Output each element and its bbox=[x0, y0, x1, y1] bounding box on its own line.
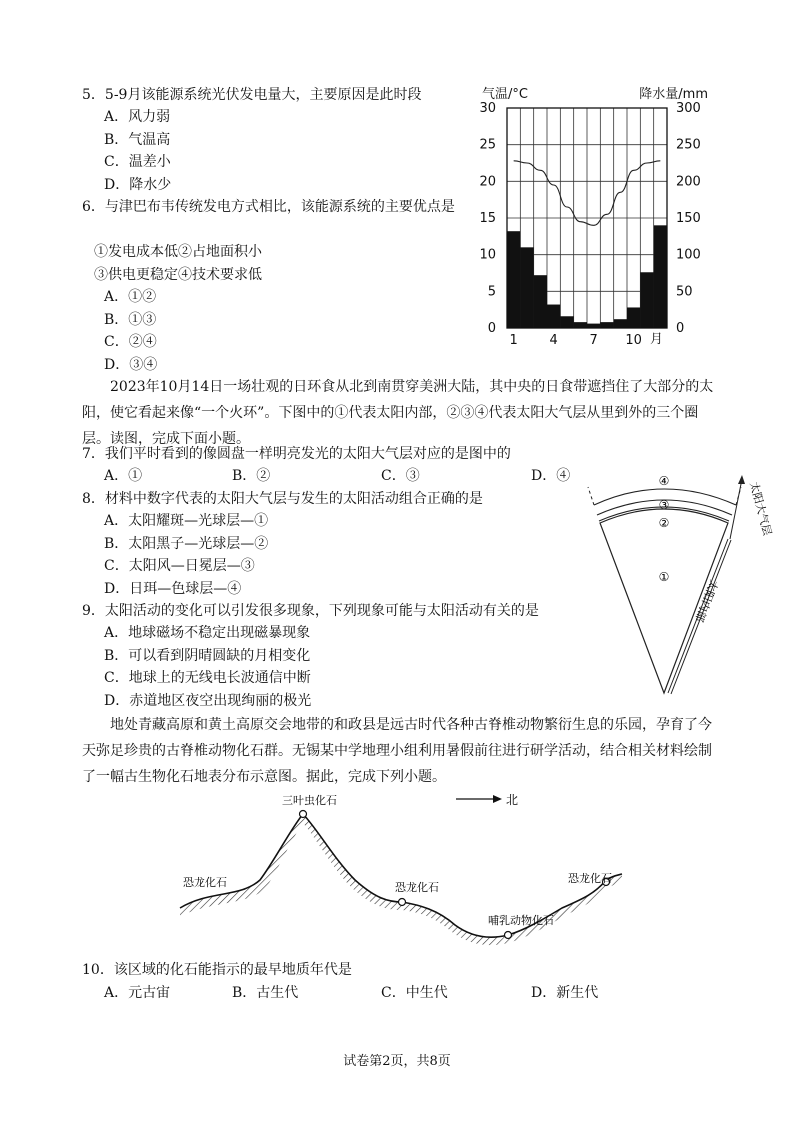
layer-label-1: ① bbox=[658, 570, 670, 584]
q5-option-d[interactable]: D．降水少 bbox=[104, 177, 172, 193]
chart-month-unit: 月 bbox=[650, 332, 664, 347]
layer-label-2: ② bbox=[658, 516, 670, 530]
precipitation-bar bbox=[574, 322, 587, 328]
q6-option-a[interactable]: A．①② bbox=[104, 289, 157, 305]
right-tick-label: 200 bbox=[676, 174, 701, 190]
precipitation-bar bbox=[614, 319, 627, 328]
q7-option-a[interactable]: A．① bbox=[104, 468, 143, 484]
left-tick-label: 30 bbox=[479, 101, 496, 116]
fossil-marker-dinosaur-middle[interactable] bbox=[399, 899, 406, 906]
right-tick-label: 300 bbox=[676, 101, 701, 116]
fossil-label-dinosaur-middle: 恐龙化石 bbox=[395, 881, 439, 894]
q8-stem: 8．材料中数字代表的太阳大气层与发生的太阳活动组合正确的是 bbox=[82, 491, 483, 507]
fossil-label-dinosaur-left: 恐龙化石 bbox=[183, 876, 227, 889]
precipitation-bar bbox=[640, 272, 653, 328]
q5-option-b[interactable]: B．气温高 bbox=[104, 132, 171, 148]
q6-items-2: ③供电更稳定④技术要求低 bbox=[94, 267, 262, 283]
fossil-distribution-diagram bbox=[170, 790, 640, 950]
left-tick-label: 10 bbox=[479, 247, 496, 263]
q9-option-b[interactable]: B．可以看到阴晴圆缺的月相变化 bbox=[104, 648, 311, 664]
q10-option-a[interactable]: A．元古宙 bbox=[104, 985, 171, 1001]
passage-fossil: 地处青藏高原和黄土高原交会地带的和政县是远古时代各种古脊椎动物繁衍生息的乐园，孕育了今天弥足珍贵的古脊椎动物化石群。无锡某中学地理小组利用暑假前往进行研学活动，结合相关材料绘制了一幅古生物化石地表分布示意图。据此，完成下列小题。 bbox=[82, 717, 712, 785]
q10-stem: 10．该区域的化石能指示的最早地质年代是 bbox=[82, 962, 352, 978]
q7-option-d[interactable]: D．④ bbox=[531, 468, 571, 484]
q5-option-c[interactable]: C．温差小 bbox=[104, 154, 171, 170]
climate-chart bbox=[470, 80, 720, 380]
layer-label-4: ④ bbox=[658, 474, 670, 488]
q9-option-c[interactable]: C．地球上的无线电长波通信中断 bbox=[104, 670, 311, 686]
q6-option-d[interactable]: D．③④ bbox=[104, 357, 158, 373]
q7-stem: 7．我们平时看到的像圆盘一样明亮发光的太阳大气层对应的是图中的 bbox=[82, 446, 511, 462]
left-tick-label: 0 bbox=[487, 321, 496, 336]
q6-stem: 6．与津巴布韦传统发电方式相比，该能源系统的主要优点是 bbox=[82, 199, 455, 215]
fossil-label-dinosaur-right: 恐龙化石 bbox=[568, 872, 612, 885]
right-tick-label: 150 bbox=[676, 211, 701, 226]
q9-stem: 9．太阳活动的变化可以引发很多现象，下列现象可能与太阳活动有关的是 bbox=[82, 603, 539, 619]
x-tick-label: 7 bbox=[589, 333, 598, 348]
dashed-extension-left bbox=[588, 487, 594, 505]
precipitation-bar bbox=[654, 225, 667, 328]
sun-structure-diagram bbox=[578, 465, 778, 700]
q8-option-c[interactable]: C．太阳风—日冕层—③ bbox=[104, 558, 255, 574]
q8-option-b[interactable]: B．太阳黑子—光球层—② bbox=[104, 536, 269, 552]
x-tick-labels bbox=[510, 333, 642, 348]
left-tick-label: 20 bbox=[479, 174, 496, 190]
atmosphere-label: 太阳大气层 bbox=[747, 480, 774, 537]
precipitation-bar bbox=[547, 305, 560, 328]
q9-option-a[interactable]: A．地球磁场不稳定出现磁暴现象 bbox=[104, 625, 311, 641]
q6-option-c[interactable]: C．②④ bbox=[104, 334, 157, 350]
right-tick-label: 100 bbox=[676, 247, 701, 263]
left-tick-label: 5 bbox=[487, 284, 496, 300]
atmosphere-arrow-head bbox=[738, 475, 745, 484]
fossil-label-mammal: 哺乳动物化石 bbox=[488, 914, 554, 927]
right-tick-label: 0 bbox=[676, 321, 685, 336]
q8-option-d[interactable]: D．日珥—色球层—④ bbox=[104, 581, 242, 597]
q7-option-b[interactable]: B．② bbox=[232, 468, 271, 484]
q6-items-1: ①发电成本低②占地面积小 bbox=[94, 244, 262, 260]
precipitation-bar bbox=[600, 322, 613, 328]
q7-option-c[interactable]: C．③ bbox=[381, 468, 420, 484]
fossil-marker-mammal[interactable] bbox=[505, 932, 512, 939]
precipitation-bar bbox=[520, 247, 533, 328]
fossil-label-trilobite: 三叶虫化石 bbox=[282, 794, 337, 807]
passage-solar-eclipse: 2023年10月14日一场壮观的日环食从北到南贯穿美洲大陆，其中央的日食带遮挡住了大部分的太阳，使它看起来像“一个火环”。下图中的①代表太阳内部，②③④代表太阳大气层从里到外的三个圈层。读图，完成下面小题。 bbox=[82, 379, 714, 447]
terrain-hatch bbox=[180, 814, 622, 945]
atmosphere-range-line bbox=[730, 479, 742, 539]
precipitation-bar bbox=[560, 316, 573, 328]
left-tick-label: 25 bbox=[479, 137, 496, 153]
chart-left-axis-label: 气温/°C bbox=[482, 87, 528, 102]
interior-label: 太阳内部 bbox=[692, 577, 721, 624]
north-label: 北 bbox=[506, 793, 519, 807]
north-arrow-head bbox=[493, 795, 502, 803]
right-tick-label: 50 bbox=[676, 284, 693, 300]
q5-option-a[interactable]: A．风力弱 bbox=[104, 109, 171, 125]
q10-option-d[interactable]: D．新生代 bbox=[531, 985, 599, 1001]
x-tick-label: 1 bbox=[509, 333, 518, 348]
page-footer: 试卷第2页，共8页 bbox=[343, 1054, 451, 1069]
left-tick-labels bbox=[479, 101, 496, 336]
precipitation-bar bbox=[587, 324, 600, 328]
right-tick-labels bbox=[676, 101, 701, 336]
q6-option-b[interactable]: B．①③ bbox=[104, 312, 157, 328]
layer-label-3: ③ bbox=[658, 498, 670, 512]
fossil-marker-trilobite[interactable] bbox=[300, 811, 307, 818]
precipitation-bar bbox=[627, 307, 640, 328]
x-tick-label: 4 bbox=[549, 333, 558, 348]
x-tick-label: 10 bbox=[625, 333, 642, 348]
left-tick-label: 15 bbox=[479, 211, 496, 226]
q9-option-d[interactable]: D．赤道地区夜空出现绚丽的极光 bbox=[104, 693, 312, 709]
q8-option-a[interactable]: A．太阳耀斑—光球层—① bbox=[104, 513, 269, 529]
right-tick-label: 250 bbox=[676, 137, 701, 153]
q10-option-b[interactable]: B．古生代 bbox=[232, 985, 299, 1001]
q5-stem: 5．5-9月该能源系统光伏发电量大，主要原因是此时段 bbox=[82, 87, 422, 103]
chart-right-axis-label: 降水量/mm bbox=[639, 87, 708, 102]
precipitation-bar bbox=[534, 275, 547, 328]
precipitation-bar bbox=[507, 231, 520, 328]
q10-option-c[interactable]: C．中生代 bbox=[381, 985, 448, 1001]
